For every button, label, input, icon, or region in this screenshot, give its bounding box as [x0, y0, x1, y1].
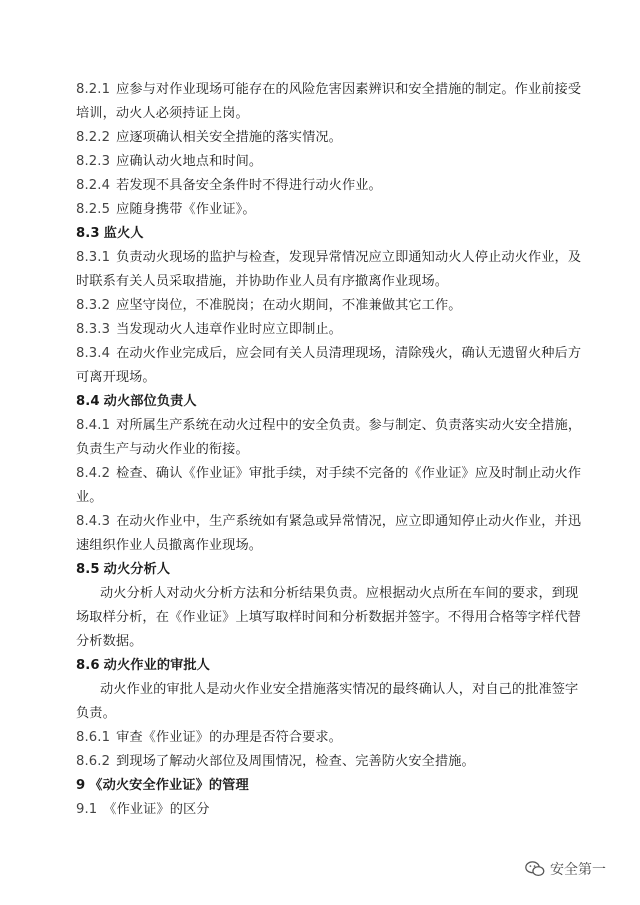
clause-number: 8.2.3 — [76, 154, 111, 169]
text-line — [76, 106, 249, 122]
text-line — [76, 82, 581, 98]
clause-text: 培训，动火人必须持证上岗。 — [76, 106, 249, 121]
text-line — [76, 418, 581, 434]
section-heading — [76, 394, 197, 410]
text-line — [76, 178, 382, 194]
clause-number: 8.2.5 — [76, 202, 111, 217]
text-line — [76, 490, 103, 506]
clause-text: 时联系有关人员采取措施，并协助作业人员有序撤离作业现场。 — [76, 274, 449, 289]
clause-text: 速组织作业人员撤离作业现场。 — [76, 538, 263, 553]
clause-text: 《作业证》的区分 — [103, 802, 210, 817]
text-line — [76, 514, 581, 530]
clause-text: 当发现动火人违章作业时应立即制止。 — [116, 322, 342, 337]
clause-number: 8.3 — [76, 226, 100, 241]
clause-text: 动火分析人 — [103, 562, 171, 577]
clause-text: 动火部位负责人 — [103, 394, 197, 409]
text-line — [100, 682, 578, 698]
clause-number: 8.4.3 — [76, 514, 111, 529]
clause-text: 监火人 — [103, 226, 144, 241]
text-line — [76, 202, 256, 218]
clause-text: 动火分析人对动火分析方法和分析结果负责。应根据动火点所在车间的要求，到现 — [100, 586, 579, 601]
text-line — [76, 154, 262, 170]
text-line — [76, 346, 581, 362]
clause-number: 9.1 — [76, 802, 98, 817]
clause-text: 业。 — [76, 490, 103, 505]
text-line — [76, 706, 116, 722]
clause-text: 负责生产与动火作业的衔接。 — [76, 442, 249, 457]
clause-text: 在动火作业中，生产系统如有紧急或异常情况，应立即通知停止动火作业，并迅 — [116, 514, 582, 529]
clause-text: 应逐项确认相关安全措施的落实情况。 — [116, 130, 342, 145]
clause-number: 8.4 — [76, 394, 100, 409]
text-line — [76, 298, 462, 314]
text-line — [76, 250, 581, 266]
clause-number: 8.3.2 — [76, 298, 111, 313]
text-line — [76, 322, 342, 338]
clause-text: 对所属生产系统在动火过程中的安全负责。参与制定、负责落实动火安全措施， — [116, 418, 582, 433]
clause-text: 动火作业的审批人 — [103, 658, 210, 673]
clause-text: 场取样分析，在《作业证》上填写取样时间和分析数据并签字。不得用合格等字样代替 — [76, 610, 581, 625]
clause-text: 负责。 — [76, 706, 116, 721]
clause-text: 检查、确认《作业证》审批手续，对手续不完备的《作业证》应及时制止动火作 — [116, 466, 582, 481]
clause-number: 8.2.2 — [76, 130, 111, 145]
clause-number: 8.2.1 — [76, 82, 111, 97]
clause-number: 8.3.4 — [76, 346, 111, 361]
text-line — [76, 754, 475, 770]
clause-number: 8.3.1 — [76, 250, 111, 265]
clause-text: 《动火安全作业证》的管理 — [89, 778, 249, 793]
clause-number: 8.6.2 — [76, 754, 111, 769]
text-line — [76, 370, 156, 386]
clause-number: 8.6 — [76, 658, 100, 673]
clause-number: 8.4.2 — [76, 466, 111, 481]
clause-text: 到现场了解动火部位及周围情况，检查、完善防火安全措施。 — [116, 754, 475, 769]
clause-text: 应坚守岗位，不准脱岗；在动火期间，不准兼做其它工作。 — [116, 298, 462, 313]
clause-number: 9 — [76, 778, 86, 793]
text-line — [76, 538, 262, 554]
clause-number: 8.5 — [76, 562, 100, 577]
clause-number: 8.2.4 — [76, 178, 111, 193]
section-heading — [76, 778, 249, 794]
clause-text: 负责动火现场的监护与检查，发现异常情况应立即通知动火人停止动火作业，及 — [116, 250, 582, 265]
watermark — [525, 859, 606, 879]
section-heading — [76, 226, 144, 242]
clause-text: 应确认动火地点和时间。 — [116, 154, 263, 169]
text-line — [76, 610, 581, 626]
text-line — [76, 730, 342, 746]
clause-number: 8.6.1 — [76, 730, 111, 745]
text-line — [76, 466, 581, 482]
text-line — [76, 634, 142, 650]
clause-text: 分析数据。 — [76, 634, 143, 649]
section-heading — [76, 562, 170, 578]
clause-text: 在动火作业完成后，应会同有关人员清理现场，清除残火，确认无遗留火种后方 — [116, 346, 582, 361]
clause-number: 8.3.3 — [76, 322, 111, 337]
text-line — [76, 802, 210, 818]
watermark-text: 安全第一 — [550, 862, 606, 878]
text-line — [76, 130, 342, 146]
clause-text: 应参与对作业现场可能存在的风险危害因素辨识和安全措施的制定。作业前接受 — [116, 82, 582, 97]
clause-number: 8.4.1 — [76, 418, 111, 433]
text-line — [100, 586, 578, 602]
clause-text: 动火作业的审批人是动火作业安全措施落实情况的最终确认人，对自己的批准签字 — [100, 682, 579, 697]
text-line — [76, 442, 249, 458]
section-heading — [76, 658, 210, 674]
clause-text: 可离开现场。 — [76, 370, 156, 385]
text-line — [76, 274, 448, 290]
clause-text: 应随身携带《作业证》。 — [116, 202, 256, 217]
clause-text: 审查《作业证》的办理是否符合要求。 — [116, 730, 342, 745]
wechat-icon — [525, 860, 545, 878]
clause-text: 若发现不具备安全条件时不得进行动火作业。 — [116, 178, 382, 193]
